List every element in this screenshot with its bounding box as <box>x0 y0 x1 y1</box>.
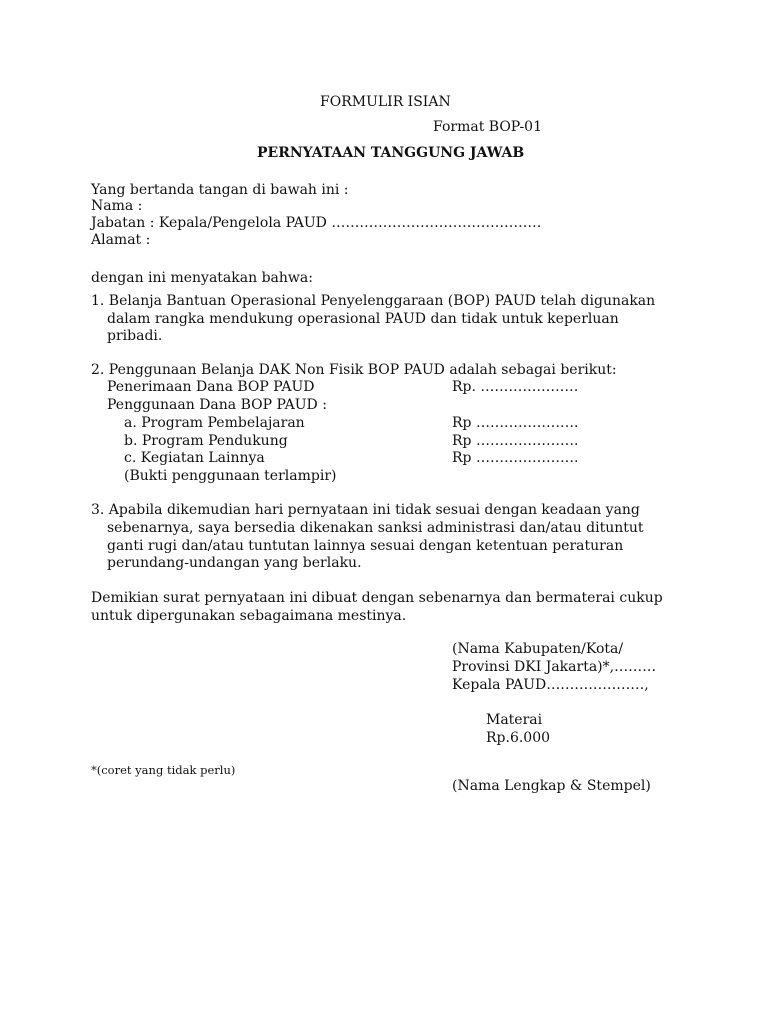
document-title: PERNYATAAN TANGGUNG JAWAB <box>257 145 525 161</box>
usage-row-label: a. Program Pembelajaran <box>124 415 305 431</box>
stamp-duty-label: Materai <box>486 712 543 728</box>
item3-line: ganti rugi dan/atau tuntutan lainnya sesuai dengan ketentuan peraturan <box>107 538 624 554</box>
signature-place: Provinsi DKI Jakarta)*,……… <box>452 659 657 675</box>
footnote: *(coret yang tidak perlu) <box>91 763 236 777</box>
usage-row-value: Rp …………………. <box>452 450 579 466</box>
item1-line: dalam rangka mendukung operasional PAUD dan tidak untuk keperluan <box>107 311 619 327</box>
usage-row-value: Rp …………………. <box>452 433 579 449</box>
item3-line: sebenarnya, saya bersedia dikenakan sanksi administrasi dan/atau dituntut <box>107 520 644 536</box>
format-code: Format BOP-01 <box>433 119 542 135</box>
usage-row-value: Rp …………………. <box>452 415 579 431</box>
closing-line: untuk dipergunakan sebagaimana mestinya. <box>91 608 407 624</box>
statement-intro: dengan ini menyatakan bahwa: <box>91 270 313 286</box>
usage-row-label: c. Kegiatan Lainnya <box>124 450 265 466</box>
attachment-note: (Bukti penggunaan terlampir) <box>124 468 337 484</box>
signer-name: (Nama Lengkap & Stempel) <box>452 778 651 794</box>
item3-line: 3. Apabila dikemudian hari pernyataan ini tidak sesuai dengan keadaan yang <box>91 502 640 518</box>
receipt-label: Penerimaan Dana BOP PAUD <box>107 379 315 395</box>
item1-line: pribadi. <box>107 328 163 344</box>
signature-title: Kepala PAUD…………………, <box>452 677 649 693</box>
signature-place: (Nama Kabupaten/Kota/ <box>452 641 624 657</box>
usage-row-label: b. Program Pendukung <box>124 433 288 449</box>
stamp-duty-amount: Rp.6.000 <box>486 730 551 746</box>
item2-heading: 2. Penggunaan Belanja DAK Non Fisik BOP PAUD adalah sebagai berikut: <box>91 362 617 378</box>
name-line: Nama : <box>91 198 143 214</box>
usage-label: Penggunaan Dana BOP PAUD : <box>107 397 327 413</box>
item3-line: perundang-undangan yang berlaku. <box>107 555 362 571</box>
form-title: FORMULIR ISIAN <box>320 94 451 110</box>
closing-line: Demikian surat pernyataan ini dibuat dengan sebenarnya dan bermaterai cukup <box>91 590 663 606</box>
address-line: Alamat : <box>91 232 151 248</box>
receipt-value: Rp. ………………… <box>452 379 579 395</box>
position-line: Jabatan : Kepala/Pengelola PAUD ……………………………………… <box>91 215 542 231</box>
item1-line: 1. Belanja Bantuan Operasional Penyelenggaraan (BOP) PAUD telah digunakan <box>91 293 656 309</box>
intro-line: Yang bertanda tangan di bawah ini : <box>91 182 349 198</box>
